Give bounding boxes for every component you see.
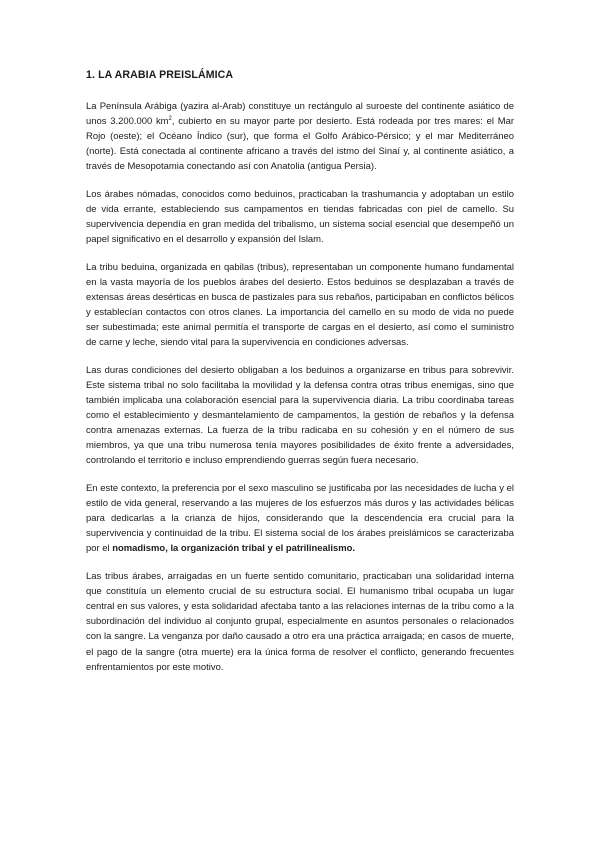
superscript-squared: 2 xyxy=(168,115,172,122)
paragraph-social-system xyxy=(86,481,514,556)
paragraph-geography-part2: , cubierto en su mayor parte por desierto. Está rodeada por tres mares: el Mar Rojo (oeste); el Océano Índico (sur), que forma el Golfo Arábico-Pérsico; y el mar Mediterráneo (norte). Está conectada al continente africano a través del istmo del Sinaí y, al continente asiático, a través de Mesopotamia conectando así con Anatolia (antigua Persia). xyxy=(86,116,514,173)
paragraph-bedouin-tribe: La tribu beduina, organizada en qabilas (tribus), representaban un componente humano fundamental en la vasta mayoría de los pueblos árabes del desierto. Estos beduinos se desplazaban a través de extensas áreas desérticas en busca de pastizales para sus rebaños, participaban en conflictos bélicos y establecían contactos con otros clanes. La importancia del camello en su modo de vida no puede ser subestimada; este animal permitía el transporte de cargas en el desierto, así como el suministro de carne y leche, siendo vital para la supervivencia en condiciones adversas. xyxy=(86,261,514,349)
paragraph-social-system-bold: nomadismo, la organización tribal y el patrilinealismo. xyxy=(112,543,356,555)
paragraph-social-system-text: En este contexto, la preferencia por el sexo masculino se justificaba por las necesidades de lucha y el estilo de vida general, reservando a las mujeres de los esfuerzos más duros y las actividades bélicas para dedicarlas a la crianza de hijos, considerando que la descendencia era crucial para la supervivencia y continuidad de la tribu. El sistema social de los árabes preislámicos se caracterizaba por el xyxy=(86,483,514,555)
paragraph-geography xyxy=(86,99,514,174)
section-heading: 1. LA ARABIA PREISLÁMICA xyxy=(86,69,234,81)
document-body xyxy=(86,69,514,687)
paragraph-geography-part1: La Península Arábiga (yazira al-Arab) constituye un rectángulo al suroeste del continente asiático de unos 3.200.000 km xyxy=(86,101,514,128)
paragraph-tribal-solidarity: Las tribus árabes, arraigadas en un fuerte sentido comunitario, practicaban una solidaridad interna que constituía un elemento crucial de su estructura social. El humanismo tribal ocupaba un lugar central en sus valores, y esta solidaridad afectaba tanto a las relaciones internas de la tribu como a la subordinación del individuo al conjunto grupal, especialmente en asuntos personales o relacionados con la sangre. La venganza por daño causado a otro era una práctica arraigada; en casos de muerte, el pago de la sangre (otra muerte) era la única forma de resolver el conflicto, generando frecuentes enfrentamientos por este motivo. xyxy=(86,571,514,673)
paragraph-bedouins: Los árabes nómadas, conocidos como beduinos, practicaban la trashumancia y adoptaban un estilo de vida errante, estableciendo sus campamentos en tiendas fabricadas con piel de camello. Su supervivencia dependía en gran medida del tribalismo, un sistema social esencial que desempeñó un papel significativo en el desarrollo y expansión del Islam. xyxy=(86,188,514,246)
paragraph-desert-conditions: Las duras condiciones del desierto obligaban a los beduinos a organizarse en tribus para sobrevivir. Este sistema tribal no solo facilitaba la movilidad y la defensa contra otras tribus enemigas, sino que también implicaba una colaboración esencial para la supervivencia diaria. La tribu coordinaba tareas como el establecimiento y desmantelamiento de campamentos, la gestión de rebaños y la defensa contra amenazas externas. La fuerza de la tribu radicaba en su cohesión y en el número de sus miembros, ya que una tribu numerosa tenía mayores posibilidades de éxito frente a adversidades, controlando el territorio e incluso emprendiendo guerras según fuera necesario. xyxy=(86,364,514,467)
